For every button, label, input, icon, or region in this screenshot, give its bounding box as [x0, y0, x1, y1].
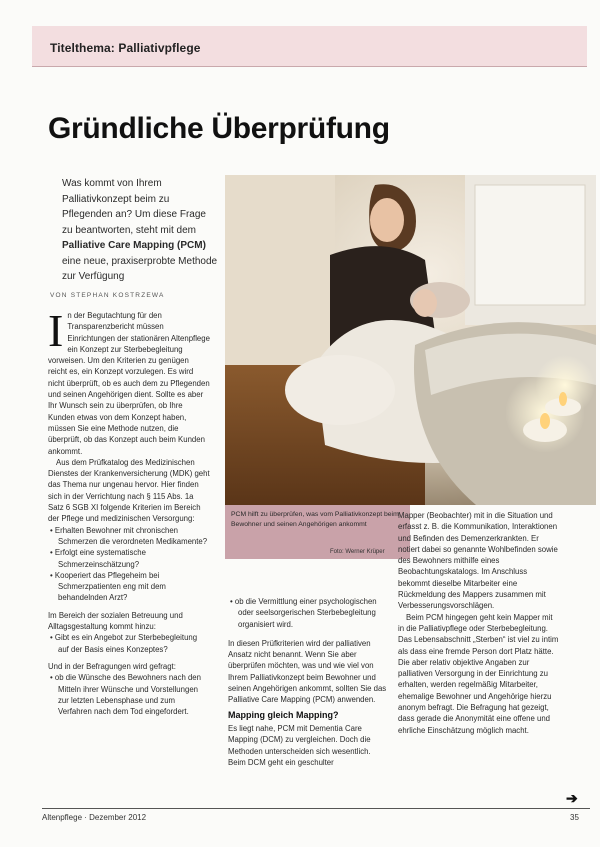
lead-intro: Was kommt von Ihrem Palliativkonzept beim zu Pflegenden an? Um diese Frage zu beantworten, steht mit dem	[62, 178, 206, 236]
list-item: • Erfolgt eine systematische Schmerzeinschätzung?	[58, 547, 210, 570]
article-photo	[225, 175, 596, 505]
photo-credit: Foto: Werner Krüper	[330, 549, 385, 555]
continue-arrow-icon: ➔	[566, 790, 578, 806]
list-item: • ob die Vermittlung einer psychologischen oder seelsorgerischen Sterbebegleitung organisiert wird.	[238, 596, 388, 630]
section-prefix: Titelthema:	[50, 41, 115, 55]
criteria-list-3	[48, 672, 210, 717]
paragraph: Und in der Befragungen wird gefragt:	[48, 661, 176, 671]
paragraph: Mapper (Beobachter) mit in die Situation und erfasst z. B. die Kommunikation, Interaktionen und Befinden des Demenzerkrankten. Er notiert dabei so genannte Wohlbefinden sowie des Bewohners mithilfe eines Beobachtungskatalogs. Im Anschluss bekommt dieselbe Mitarbeiter eine Rückmeldung des Mappers zusammen mit Verbesserungsvorschlägen.	[398, 511, 558, 611]
list-item: • ob die Wünsche des Bewohners nach den Mitteln ihrer Wünsche und Vorstellungen zur letzten Lebensphase und zum Verfahren nach dem Tod eingefordert.	[58, 672, 210, 717]
text-column-2	[228, 596, 388, 768]
paragraph: Es liegt nahe, PCM mit Dementia Care Mapping (DCM) zu vergleichen. Doch die Methoden unterscheiden sich wesentlich. Beim DCM geht ein geschulter	[228, 723, 371, 767]
headline: Gründliche Überprüfung	[48, 112, 390, 145]
paragraph: In diesen Prüfkriterien wird der palliativen Ansatz nicht benannt. Wenn Sie aber überprüfen möchten, was und wie viel von Ihrem Palliativkonzept beim Bewohner und seinen Angehörigen ankommt, sollten Sie das Palliative Care Mapping (PCM) anwenden.	[228, 638, 387, 705]
list-item: • Erhalten Bewohner mit chronischen Schmerzen die verordneten Medikamente?	[58, 525, 210, 548]
intro-paragraph	[48, 305, 210, 457]
lead-outro: eine neue, praxiserprobte Methode zur Verfügung	[62, 255, 218, 282]
section-title	[50, 41, 201, 55]
lead-paragraph	[62, 176, 218, 285]
subheading: Mapping gleich Mapping?	[228, 709, 339, 720]
paragraph: Aus dem Prüfkatalog des Medizinischen Dienstes der Krankenversicherung (MDK) geht das Thema nur ungenau hervor. Hier finden sich in der Verrichtung nach § 115 Abs. 1a Satz 6 SGB XI folgende Kriterien im Bereich der Pflege und medizinischen Versorgung:	[48, 457, 210, 524]
list-item: • Kooperiert das Pflegeheim bei Schmerzpatienten eng mit dem behandelnden Arzt?	[58, 570, 210, 604]
text-column-1	[48, 305, 210, 717]
text-column-3	[398, 510, 560, 736]
photo-illustration	[225, 175, 596, 505]
footer-publication: Altenpflege · Dezember 2012	[42, 813, 147, 822]
lead-bold: Palliative Care Mapping (PCM)	[62, 240, 206, 251]
paragraph: Im Bereich der sozialen Betreuung und Alltagsgestaltung kommt hinzu:	[48, 610, 183, 632]
criteria-list-2	[48, 632, 210, 655]
criteria-list	[48, 525, 210, 604]
dropcap: I	[48, 305, 64, 356]
author-byline: VON STEPHAN KOSTRZEWA	[50, 292, 165, 299]
paragraph-text: n der Begutachtung für den Transparenzbericht müssen Einrichtungen der stationären Altenpflege ein Konzept zur Sterbebegleitung vorweisen. Um den Kriterien zu genügen reicht es, ein Konzept vorzulegen. Es wird nicht überprüft, ob es auch dem zu Pflegenden und seinen Angehörigen dient. Sollte es aber Ihr Wunsch sein zu überprüfen, ob Ihre Kunden etwas von dem Konzept haben, müssen Sie eine Methode nutzen, die überprüft, ob das Konzept auch beim Kunden ankommt.	[48, 311, 210, 456]
footer-rule	[42, 808, 590, 809]
list-item: • Gibt es ein Angebot zur Sterbebegleitung auf der Basis eines Konzeptes?	[58, 632, 210, 655]
paragraph: Beim PCM hingegen geht kein Mapper mit in die Palliativpflege oder Sterbebegleitung. Das Lebensabschnitt „Sterben“ ist viel zu intim als dass eine fremde Person dort Platz hätte. Die aber relativ objektive Angaben zur palliativen Versorgung in der Einrichtung zu erhalten, werden regelmäßig Mitarbeiter, ehemalige Bewohner und Angehörige hierzu anonym befragt. Die Befragung hat gezeigt, dass gerade die Anonymität eine offene und ehrliche Einschätzung möglich macht.	[398, 612, 559, 735]
page-number: 35	[570, 813, 579, 822]
criteria-list-continued	[228, 596, 388, 630]
photo-caption: PCM hilft zu überprüfen, was vom Palliativkonzept beim Bewohner und seinen Angehörigen ankommt	[231, 511, 399, 528]
section-topic: Palliativpflege	[114, 41, 201, 55]
